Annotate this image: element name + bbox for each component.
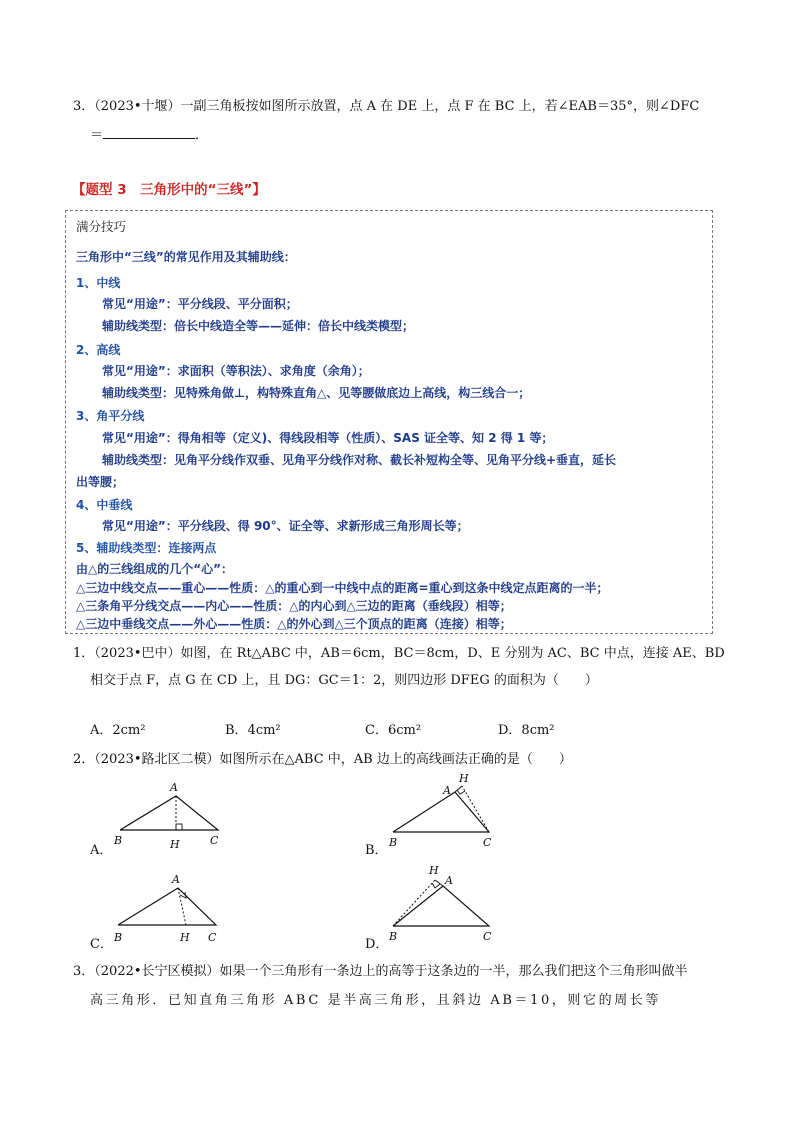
figure-d xyxy=(385,862,505,948)
altitude-line xyxy=(462,786,489,832)
label-h: H xyxy=(180,931,190,944)
label-c: C xyxy=(483,930,492,943)
label-b: B xyxy=(114,931,123,944)
label-c: C xyxy=(208,931,217,944)
tip-line: 常见“用途”：求面积（等积法）、求角度（余角）； xyxy=(102,364,370,378)
question-1-line-1: 1．（2023•巴中）如图，在 Rt△ABC 中，AB＝6cm，BC＝8cm，D、E 分别为 AC、BC 中点，连接 AE、BD xyxy=(73,646,725,661)
extension-line xyxy=(455,786,462,792)
tip-heading: 1、中线 xyxy=(76,276,121,290)
equals-sign: ＝ xyxy=(90,128,104,143)
tip-heading: 3、角平分线 xyxy=(76,409,145,423)
triangle xyxy=(393,792,489,832)
tip-line: 常见“用途”：得角相等（定义)、得线段相等（性质）、SAS 证全等、知 2 得 1 等； xyxy=(102,431,554,445)
tip-line: 辅助线类型：倍长中线造全等——延伸：倍长中线类模型； xyxy=(102,319,415,333)
option-b-label[interactable]: B． xyxy=(365,843,388,858)
label-h: H xyxy=(170,838,180,851)
question-1-line-2: 相交于点 F，点 G 在 CD 上，且 DG：GC＝1：2，则四边形 DFEG 的面积为（ ） xyxy=(90,673,598,688)
tip-line: 由△的三线组成的几个“心”： xyxy=(76,562,234,576)
option-c[interactable]: C．6cm² xyxy=(365,723,422,738)
question-3b-line-1: 3．（2022•长宁区模拟）如果一个三角形有一条边上的高等于这条边的一半，那么我们把这个三角形叫做半 xyxy=(73,964,688,979)
tip-line: △三边中线交点——重心——性质：△的重心到一中线中点的距离=重心到这条中线定点距离的一半； xyxy=(76,581,609,595)
figure-b xyxy=(385,770,505,854)
tips-title: 满分技巧 xyxy=(76,219,127,234)
figure-c xyxy=(110,870,230,948)
option-a-label[interactable]: A． xyxy=(90,843,113,858)
tip-line: 三角形中“三线”的常见作用及其辅助线： xyxy=(76,250,296,264)
tip-heading: 5、辅助线类型：连接两点 xyxy=(76,541,217,555)
label-c: C xyxy=(483,836,492,849)
right-angle-mark xyxy=(176,824,182,830)
period: ． xyxy=(195,128,209,143)
label-c: C xyxy=(210,834,219,847)
question-3-line-1: 3．（2023•十堰）一副三角板按如图所示放置，点 A 在 DE 上，点 F 在 BC 上，若∠EAB＝35°，则∠DFC xyxy=(73,99,700,114)
tip-line: 辅助线类型：见角平分线作双垂、见角平分线作对称、截长补短构全等、见角平分线+垂直，延长 xyxy=(102,453,617,467)
question-3b-line-2: 高三角形．已知直角三角形 ABC 是半高三角形，且斜边 AB＝10，则它的周长等 xyxy=(90,993,662,1008)
label-b: B xyxy=(114,834,123,847)
right-angle-mark xyxy=(432,883,440,888)
tips-box xyxy=(65,210,713,634)
answer-blank[interactable] xyxy=(103,126,195,139)
label-a: A xyxy=(443,784,451,797)
tip-line: 出等腰； xyxy=(76,475,125,489)
right-angle-mark xyxy=(457,790,465,794)
section-title: 【题型 3 三角形中的“三线”】 xyxy=(72,182,266,198)
triangle xyxy=(120,796,218,830)
tip-line: 常见“用途”：平分线段、得 90°、证全等、求新形成三角形周长等； xyxy=(102,519,469,533)
label-h: H xyxy=(429,864,439,877)
triangle xyxy=(118,888,216,925)
label-a: A xyxy=(170,781,178,794)
tip-line: 辅助线类型：见特殊角做⊥，构特殊直角△、见等腰做底边上高线，构三线合一； xyxy=(102,386,531,400)
question-2-text: 2．（2023•路北区二模）如图所示在△ABC 中，AB 边上的高线画法正确的是（ ） xyxy=(73,752,572,767)
triangle xyxy=(393,886,489,926)
label-a: A xyxy=(172,873,180,886)
label-b: B xyxy=(389,930,398,943)
option-d[interactable]: D．8cm² xyxy=(498,723,555,738)
option-b[interactable]: B．4cm² xyxy=(225,723,281,738)
question-3-line-2 xyxy=(90,124,208,143)
tip-line: 常见“用途”：平分线段、平分面积； xyxy=(102,297,298,311)
label-h: H xyxy=(459,772,469,785)
altitude-line xyxy=(393,880,435,926)
tip-line: △三条角平分线交点——内心——性质：△的内心到△三边的距离（垂线段）相等； xyxy=(76,599,512,613)
tip-line: △三边中垂线交点——外心——性质：△的外心到△三个顶点的距离（连接）相等； xyxy=(76,617,512,631)
label-b: B xyxy=(389,836,398,849)
tip-heading: 4、中垂线 xyxy=(76,498,133,512)
figure-a xyxy=(110,778,230,854)
tip-heading: 2、高线 xyxy=(76,343,121,357)
option-c-label[interactable]: C． xyxy=(90,937,113,952)
altitude-line xyxy=(178,888,186,925)
option-d-label[interactable]: D． xyxy=(365,937,389,952)
label-a: A xyxy=(445,874,453,887)
option-a[interactable]: A．2cm² xyxy=(90,723,146,738)
